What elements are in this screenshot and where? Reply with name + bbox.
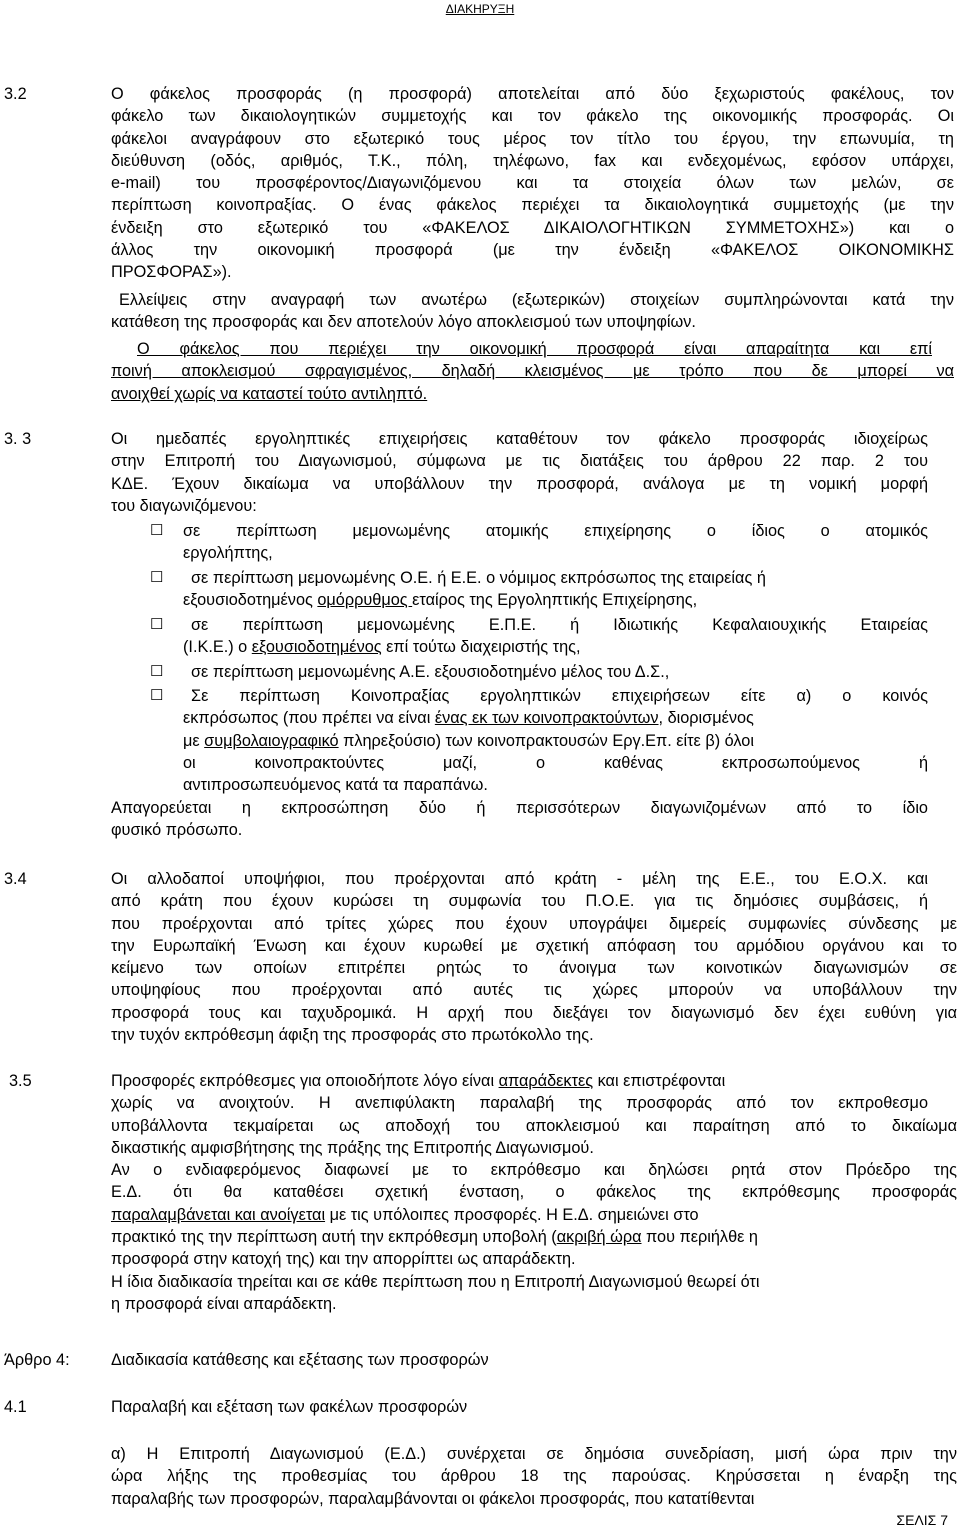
text-line: υποβάλλοντα τεκμαίρεται ως αποδοχή του αποκλεισμού και παραίτηση από το δικαίωμα (111, 1116, 957, 1135)
document-header-title: ΔΙΑΚΗΡΥΞΗ (445, 2, 515, 16)
text-line: αντιπροσωπευόμενος κατά τα παραπάνω. (183, 776, 488, 795)
section-3-2-paragraph-2 (111, 289, 954, 334)
text-line: υποψηφίους που προέρχονται από αυτές τις χώρες μπορούν να υποβάλλουν την (111, 981, 957, 1000)
text-line: που προέρχονται από τρίτες χώρες που έχουν υπογράψει διμερείς συμφωνίες σύνδεσης με (111, 914, 957, 933)
text-line: ΚΔΕ. Έχουν δικαίωμα να υποβάλλουν την προσφορά, ανάλογα με τη νομική μορφή (111, 474, 928, 493)
text-line: Αν ο ενδιαφερόμενος διαφωνεί με το εκπρόθεσμο και δηλώσει ρητά στον Πρόεδρο της (111, 1161, 957, 1180)
text-line: ώρα λήξης της προθεσμίας του άρθρου 18 της παρούσας. Κηρύσσεται η έναρξη της (111, 1467, 957, 1486)
text-line: την τυχόν εκπρόθεσμη άφιξη της προσφοράς στο πρωτόκολλο της. (111, 1026, 594, 1045)
section-3-4-paragraph (111, 868, 957, 1046)
list-item (183, 567, 928, 612)
text-line: Απαγορεύεται η εκπροσώπηση δύο ή περισσότερων διαγωνιζομένων από το ίδιο (111, 799, 928, 817)
text-line: Ε.Δ. ότι θα καταθέσει σχετική ένσταση, ο φάκελος της εκπρόθεσμης προσφοράς (111, 1183, 957, 1202)
section-3-2-paragraph-1 (111, 83, 954, 284)
list-item (183, 685, 928, 796)
article-4-title: Διαδικασία κατάθεσης και εξέτασης των προσφορών (111, 1351, 489, 1369)
section-4-1-number: 4.1 (4, 1398, 27, 1416)
text-line: σε περίπτωση μεμονωμένης Ο.Ε. ή Ε.Ε. ο νόμιμος εκπρόσωπος της εταιρείας ή (191, 569, 766, 587)
text-line: ανοιχθεί χωρίς να καταστεί τούτο αντιληπτό. (111, 384, 428, 403)
text-line: φάκελο των δικαιολογητικών συμμετοχής και τον φάκελο της οικονομικής προσφοράς. Οι (111, 107, 954, 126)
text-line: Σε περίπτωση Κοινοπραξίας εργοληπτικών επιχειρήσεων είτε α) ο κοινός (191, 687, 928, 705)
page-number-footer: ΣΕΛΙΣ 7 (896, 1512, 948, 1528)
text-line: σε περίπτωση μεμονωμένης ατομικής επιχείρησης ο ίδιος ο ατομικός (183, 522, 928, 540)
article-4-label: Άρθρο 4: (4, 1351, 70, 1369)
text-line: άλλος την οικονομική προσφορά (με την ένδειξη «ΦΑΚΕΛΟΣ ΟΙΚΟΝΟΜΙΚΗΣ (111, 241, 954, 260)
text-line: ποινή αποκλεισμού σφραγισμένος, δηλαδή κλεισμένος με τρόπο που δε μπορεί να (111, 362, 954, 381)
text-line: ένδειξη στο εξωτερικό του «ΦΑΚΕΛΟΣ ΔΙΚΑΙΟΛΟΓΗΤΙΚΩΝ ΣΥΜΜΕΤΟΧΗΣ») και ο (111, 218, 954, 237)
text-line: την Ευρωπαϊκή Ένωση και έχουν κυρωθεί με σχετική απόφαση του αρμόδιου οργάνου και το (111, 936, 957, 955)
text-line: εξουσιοδοτημένος ομόρρυθμος εταίρος της Εργοληπτικής Επιχείρησης, (183, 591, 698, 610)
text-line: η προσφορά είναι απαράδεκτη. (111, 1294, 337, 1313)
text-line: από κράτη που έχουν κυρώσει τη συμφωνία του Π.Ο.Ε. για τις δημόσιες συμβάσεις, ή (111, 892, 928, 911)
text-line: με συμβολαιογραφικό πληρεξούσιο) των κοινοπρακτουσών Εργ.Επ. είτε β) όλοι (183, 731, 754, 750)
text-line: σε περίπτωση μεμονωμένης Α.Ε. εξουσιοδοτημένο μέλος του Δ.Σ., (191, 663, 670, 681)
text-line: Η ίδια διαδικασία τηρείται και σε κάθε περίπτωση που η Επιτροπή Διαγωνισμού θεωρεί ότι (111, 1272, 760, 1291)
section-3-3-intro (111, 428, 928, 517)
text-line: (Ι.Κ.Ε.) ο εξουσιοδοτημένος επί τούτω διαχειριστής της, (183, 638, 581, 657)
section-3-4-number: 3.4 (4, 870, 27, 888)
list-item (183, 614, 928, 659)
section-3-5-number: 3.5 (9, 1072, 32, 1090)
checkbox-bullet-icon: ☐ (150, 616, 164, 633)
text-line: Οι αλλοδαποί υποψήφιοι, που προέρχονται από κράτη - μέλη της Ε.Ε., του Ε.Ο.Χ. και (111, 870, 928, 888)
text-line: φάκελοι αναγράφουν στο εξωτερικό τους μέρος τον τίτλο του έργου, την επωνυμία, τη (111, 129, 954, 148)
text-line: στην Επιτροπή του Διαγωνισμού, σύμφωνα με τις διατάξεις του άρθρου 22 παρ. 2 του (111, 452, 928, 471)
text-line: κείμενο των οποίων επιτρέπει ρητώς το άνοιγμα των κοινοτικών διαγωνισμών σε (111, 959, 957, 978)
text-line: διεύθυνση (οδός, αριθμός, Τ.Κ., πόλη, τηλέφωνο, fax και ενδεχομένως, εφόσον υπάρχει, (111, 151, 954, 170)
list-item (183, 520, 928, 565)
text-line: εκπρόσωπος (που πρέπει να είναι ένας εκ των κοινοπρακτούντων, διορισμένος (183, 709, 754, 728)
text-line: του διαγωνιζόμενου: (111, 496, 257, 515)
text-line: κατάθεση της προσφοράς και δεν αποτελούν λόγο αποκλεισμού των υποψηφίων. (111, 313, 696, 332)
text-line: οι κοινοπρακτούντες μαζί, ο καθένας εκπροσωπούμενος ή (183, 753, 928, 772)
text-line: Οι ημεδαπές εργοληπτικές επιχειρήσεις καταθέτουν τον φάκελο προσφοράς ιδιοχείρως (111, 430, 928, 448)
text-line: παραλαμβάνεται και ανοίγεται με τις υπόλοιπες προσφορές. Η Ε.Δ. σημειώνει στο (111, 1205, 699, 1224)
checkbox-bullet-icon: ☐ (150, 687, 164, 704)
section-3-5-paragraph (111, 1070, 957, 1315)
section-4-1-title: Παραλαβή και εξέταση των φακέλων προσφορών (111, 1398, 468, 1416)
list-item (191, 661, 928, 683)
checkbox-bullet-icon: ☐ (150, 522, 164, 539)
text-line: προσφορά στην κατοχή της) και την απορρίπτει ως απαράδεκτη. (111, 1250, 576, 1269)
section-4-1-paragraph (111, 1443, 957, 1510)
text-line: Ελλείψεις στην αναγραφή των ανωτέρω (εξωτερικών) στοιχείων συμπληρώνονται κατά την (119, 291, 954, 309)
text-line: Ο φάκελος προσφοράς (η προσφορά) αποτελείται από δύο ξεχωριστούς φακέλους, τον (111, 85, 954, 103)
text-line: α) Η Επιτροπή Διαγωνισμού (Ε.Δ.) συνέρχεται σε δημόσια συνεδρίαση, μισή ώρα πριν την (111, 1445, 957, 1463)
text-line: δικαστικής αμφισβήτησης της πράξης της Επιτροπής Διαγωνισμού. (111, 1138, 594, 1157)
text-line: προσφορά τους και ταχυδρομικά. Η αρχή που διεξάγει τον διαγωνισμό δεν έχει ευθύνη για (111, 1003, 957, 1022)
text-line: Προσφορές εκπρόθεσμες για οποιοδήποτε λόγο είναι απαράδεκτες και επιστρέφονται (111, 1072, 726, 1090)
section-3-2-paragraph-3-underlined (111, 338, 954, 405)
text-line: πρακτικό της την περίπτωση αυτή την εκπρόθεσμη υποβολή (ακριβή ώρα που περιήλθε η (111, 1228, 758, 1247)
text-line: εργολήπτης, (183, 544, 273, 563)
text-line: περίπτωση κοινοπραξίας. Ο ένας φάκελος περιέχει τα δικαιολογητικά συμμετοχής (με την (111, 196, 954, 215)
section-3-2-number: 3.2 (4, 85, 27, 103)
section-3-3-closing (111, 797, 928, 842)
text-line: σε περίπτωση μεμονωμένης Ε.Π.Ε. ή Ιδιωτικής Κεφαλαιουχικής Εταιρείας (191, 616, 928, 634)
text-line: e-mail) του προσφέροντος/Διαγωνιζόμενου και τα στοιχεία όλων των μελών, σε (111, 174, 954, 193)
text-line: Ο φάκελος που περιέχει την οικονομική προσφορά είναι απαραίτητα και επί (137, 340, 932, 358)
text-line: φυσικό πρόσωπο. (111, 821, 243, 840)
section-3-3-number: 3. 3 (4, 430, 32, 448)
text-line: παραλαβής των προσφορών, παραλαμβάνονται οι φάκελοι προσφοράς, που κατατίθενται (111, 1489, 755, 1508)
checkbox-bullet-icon: ☐ (150, 663, 164, 680)
text-line: ΠΡΟΣΦΟΡΑΣ»). (111, 263, 232, 282)
checkbox-bullet-icon: ☐ (150, 569, 164, 586)
text-line: χωρίς να ανοιχτούν. Η ανεπιφύλακτη παραλαβή της προσφοράς από τον εκπροθεσμο (111, 1094, 928, 1113)
